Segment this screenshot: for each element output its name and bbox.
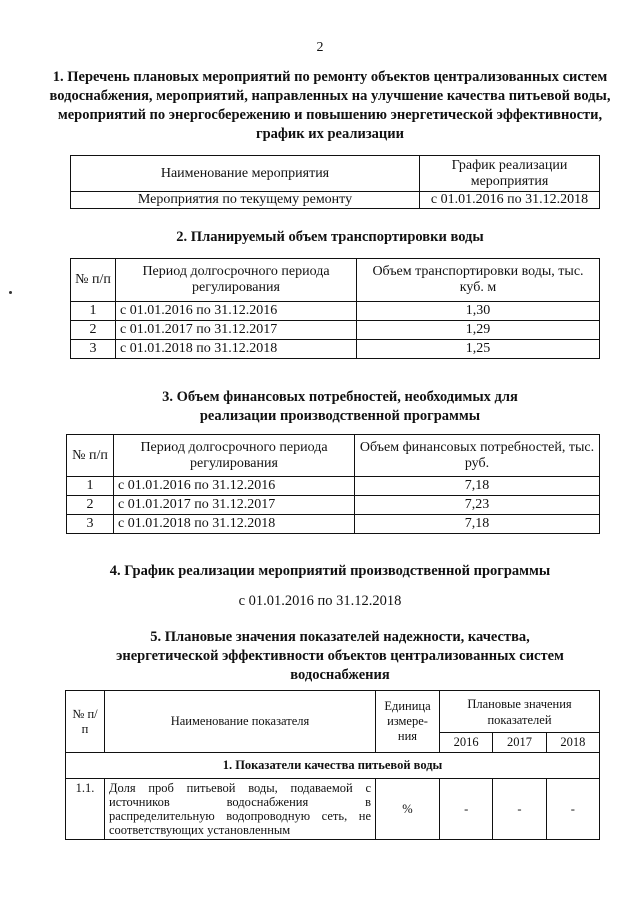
section5-col-no: № п/п — [66, 691, 105, 753]
section4-heading: 4. График реализации мероприятий производственной программы — [109, 563, 551, 579]
section1-row-schedule: с 01.01.2016 по 31.12.2018 — [420, 192, 600, 209]
section3-col-period: Период долгосрочного периода регулирования — [114, 435, 355, 477]
year-2016: 2016 — [440, 733, 493, 753]
row-value-2018: - — [546, 779, 599, 840]
section2-heading: 2. Планируемый объем транспортировки воды — [176, 229, 484, 245]
row-number: 1 — [67, 477, 114, 496]
section2-col-no: № п/п — [71, 259, 116, 302]
section3-table — [66, 434, 600, 534]
section2-col-period: Период долгосрочного периода регулирования — [116, 259, 357, 302]
table-row — [71, 340, 600, 359]
table-row — [67, 496, 600, 515]
row-unit: % — [376, 779, 440, 840]
row-value-2017: - — [493, 779, 546, 840]
section5-col-name: Наименование показателя — [105, 691, 376, 753]
row-number: 1 — [71, 302, 116, 321]
section1-col-name: Наименование мероприятия — [71, 156, 420, 192]
table-row — [67, 515, 600, 534]
row-period: с 01.01.2016 по 31.12.2016 — [116, 302, 357, 321]
section1-heading: 1. Перечень плановых мероприятий по ремонту объектов централизованных систем водоснабжения, мероприятий, направленных на улучшение качества питьевой воды, мероприятий по энергосбережению и повышению энергетической эффективности, график их реализации — [49, 69, 611, 142]
year-2018: 2018 — [546, 733, 599, 753]
row-number: 3 — [67, 515, 114, 534]
row-value: 1,29 — [357, 321, 600, 340]
row-number: 2 — [71, 321, 116, 340]
row-value: 7,18 — [355, 515, 600, 534]
table-row — [71, 302, 600, 321]
section4-period: с 01.01.2016 по 31.12.2018 — [238, 593, 402, 609]
table-row — [66, 779, 600, 840]
row-number: 2 — [67, 496, 114, 515]
page-number: 2 — [316, 40, 324, 55]
row-number: 3 — [71, 340, 116, 359]
row-indicator-text: Доля проб питьевой воды, подаваемой с источников водоснабжения в распределительную водопроводную сеть, не соответствующих установленным — [105, 779, 376, 840]
row-value: 1,25 — [357, 340, 600, 359]
row-period: с 01.01.2016 по 31.12.2016 — [114, 477, 355, 496]
section1-row-name: Мероприятия по текущему ремонту — [71, 192, 420, 209]
row-period: с 01.01.2017 по 31.12.2017 — [114, 496, 355, 515]
row-period: с 01.01.2018 по 31.12.2018 — [116, 340, 357, 359]
section3-col-value: Объем финансовых потребностей, тыс. руб. — [355, 435, 600, 477]
section2-col-value: Объем транспортировки воды, тыс. куб. м — [357, 259, 600, 302]
section3-col-no: № п/п — [67, 435, 114, 477]
section5-heading: 5. Плановые значения показателей надежности, качества, энергетической эффективности объектов централизованных систем водоснабжения — [116, 629, 564, 683]
section5-col-unit: Единица измере-ния — [376, 691, 440, 753]
row-value: 7,18 — [355, 477, 600, 496]
row-value: 7,23 — [355, 496, 600, 515]
section1-col-schedule: График реализации мероприятия — [420, 156, 600, 192]
section5-col-planned: Плановые значения показателей — [440, 691, 600, 733]
scan-speck — [9, 291, 12, 294]
row-value: 1,30 — [357, 302, 600, 321]
year-2017: 2017 — [493, 733, 546, 753]
section1-table — [70, 155, 600, 209]
row-number: 1.1. — [66, 779, 105, 840]
row-period: с 01.01.2018 по 31.12.2018 — [114, 515, 355, 534]
table-row — [67, 477, 600, 496]
section2-table — [70, 258, 600, 359]
section3-heading: 3. Объем финансовых потребностей, необходимых для реализации производственной программы — [162, 389, 518, 424]
row-period: с 01.01.2017 по 31.12.2017 — [116, 321, 357, 340]
row-value-2016: - — [440, 779, 493, 840]
table-row — [71, 321, 600, 340]
section5-table — [65, 690, 600, 840]
section5-group-title: 1. Показатели качества питьевой воды — [66, 753, 600, 779]
